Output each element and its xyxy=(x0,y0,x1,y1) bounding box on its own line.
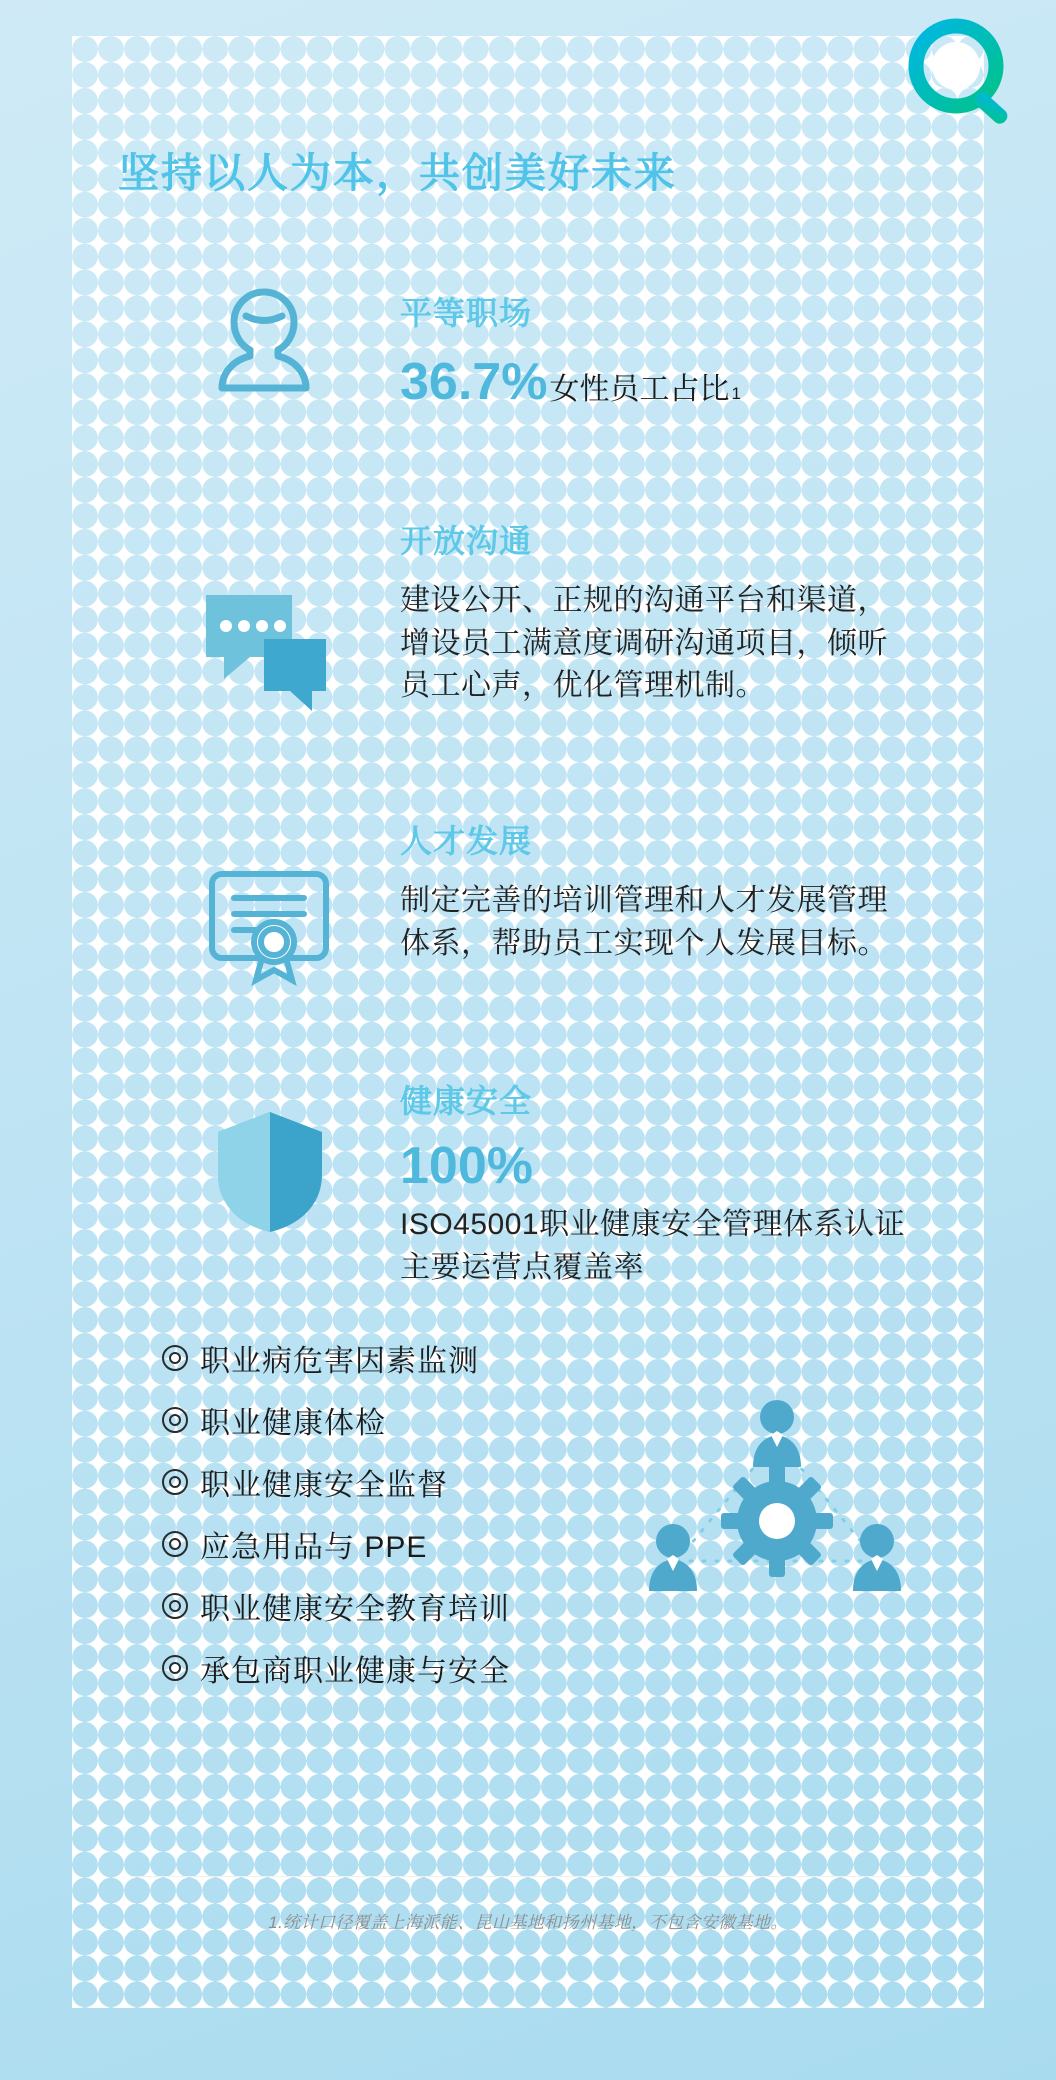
section-open-communication xyxy=(162,516,902,766)
ring-bullet-icon xyxy=(162,1593,188,1619)
list-item-label: 职业健康体检 xyxy=(200,1407,386,1440)
section-talent-development xyxy=(162,816,902,1036)
metric-value: 100% xyxy=(400,1137,533,1195)
section-health-safety xyxy=(162,1076,906,1306)
ring-bullet-icon xyxy=(162,1407,188,1433)
list-item xyxy=(162,1522,682,1566)
list-item-label: 职业健康安全监督 xyxy=(200,1469,448,1502)
bullet-list xyxy=(162,1336,682,1708)
section-body: ISO45001职业健康安全管理体系认证主要运营点覆盖率 xyxy=(400,1208,906,1284)
section-body: 制定完善的培训管理和人才发展管理体系，帮助员工实现个人发展目标。 xyxy=(400,884,888,960)
list-item-label: 职业病危害因素监测 xyxy=(200,1345,479,1378)
speech-bubbles-icon xyxy=(202,591,332,716)
ring-bullet-icon xyxy=(162,1655,188,1681)
metric-caption: 女性员工占比 xyxy=(549,373,730,406)
list-item xyxy=(162,1398,682,1442)
list-item xyxy=(162,1336,682,1380)
ring-bullet-icon xyxy=(162,1469,188,1495)
section-title: 开放沟通 xyxy=(400,523,533,559)
certificate-icon xyxy=(204,866,334,991)
list-item xyxy=(162,1646,682,1690)
female-employee-icon xyxy=(204,276,324,401)
team-gear-icon xyxy=(637,1381,917,1651)
list-item-label: 职业健康安全教育培训 xyxy=(200,1593,510,1626)
list-item xyxy=(162,1460,682,1504)
list-item-label: 承包商职业健康与安全 xyxy=(200,1655,510,1688)
footnote-divider xyxy=(132,1876,924,1877)
section-title: 人才发展 xyxy=(400,823,533,859)
section-body: 建设公开、正规的沟通平台和渠道，增设员工满意度调研沟通项目，倾听员工心声，优化管理机制。 xyxy=(400,584,888,703)
card-content xyxy=(72,36,984,2008)
page-title: 坚持以人为本，共创美好未来 xyxy=(118,150,677,196)
logo-magnifier-icon xyxy=(898,14,1028,144)
stamp-card xyxy=(72,36,984,2008)
ring-bullet-icon xyxy=(162,1531,188,1557)
section-title: 健康安全 xyxy=(400,1083,533,1119)
metric-value: 36.7% xyxy=(400,353,548,411)
footnote-marker: 1 xyxy=(731,384,741,403)
list-item xyxy=(162,1584,682,1628)
footnote: 1.统计口径覆盖上海派能、昆山基地和扬州基地，不包含安徽基地。 xyxy=(268,1913,788,1932)
list-item-label: 应急用品与 PPE xyxy=(200,1531,428,1564)
ring-bullet-icon xyxy=(162,1345,188,1371)
shield-icon xyxy=(210,1106,330,1241)
section-equal-workplace xyxy=(162,276,902,416)
section-title: 平等职场 xyxy=(400,295,533,331)
